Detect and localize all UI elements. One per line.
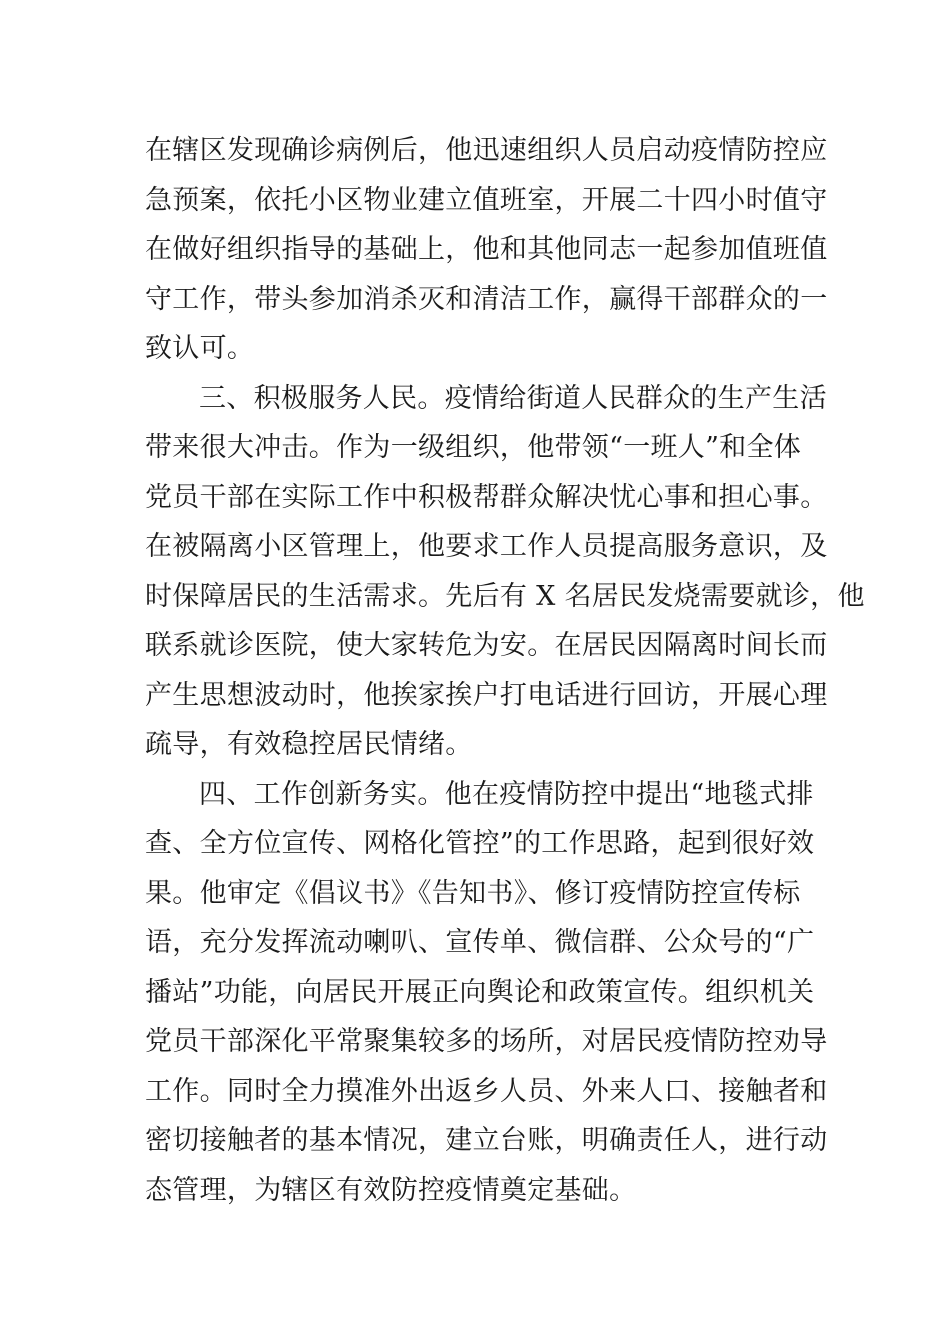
section-four-heading-line: 四、工作创新务实。他在疫情防控中提出“地毯式排 — [199, 778, 814, 810]
text-line: 态管理，为辖区有效防控疫情奠定基础。 — [145, 1174, 637, 1206]
text-line: 疏导，有效稳控居民情绪。 — [145, 729, 473, 760]
text-line: 果。他审定《倡议书》《告知书》、修订疫情防控宣传标 — [145, 877, 801, 909]
text-line: 党员干部在实际工作中积极帮群众解决忧心事和担心事。 — [145, 481, 828, 513]
text-line: 在做好组织指导的基础上，他和其他同志一起参加值班值 — [145, 234, 828, 265]
text-line: 时保障居民的生活需求。先后有 X 名居民发烧需要就诊，他 — [145, 580, 865, 612]
text-line: 语，充分发挥流动喇叭、宣传单、微信群、公众号的“广 — [145, 927, 815, 958]
document-body — [145, 126, 865, 1215]
section-three-heading-line: 三、积极服务人民。疫情给街道人民群众的生产生活 — [199, 382, 827, 414]
text-line: 联系就诊医院，使大家转危为安。在居民因隔离时间长而 — [145, 630, 828, 661]
text-line: 密切接触者的基本情况，建立台账，明确责任人，进行动 — [145, 1125, 828, 1156]
text-line: 党员干部深化平常聚集较多的场所，对居民疫情防控劝导 — [145, 1026, 828, 1057]
text-line: 守工作，带头参加消杀灭和清洁工作，赢得干部群众的一 — [145, 283, 828, 315]
text-line: 查、全方位宣传、网格化管控”的工作思路，起到很好效 — [145, 828, 815, 859]
text-line: 在被隔离小区管理上，他要求工作人员提高服务意识，及 — [145, 531, 828, 562]
text-line: 工作。同时全力摸准外出返乡人员、外来人口、接触者和 — [145, 1075, 828, 1107]
text-line: 在辖区发现确诊病例后，他迅速组织人员启动疫情防控应 — [145, 135, 828, 166]
text-line: 急预案，依托小区物业建立值班室，开展二十四小时值守 — [145, 184, 828, 216]
text-line: 播站”功能，向居民开展正向舆论和政策宣传。组织机关 — [145, 976, 815, 1008]
text-line: 致认可。 — [145, 333, 255, 364]
text-line: 产生思想波动时，他挨家挨户打电话进行回访，开展心理 — [145, 679, 828, 711]
text-line: 带来很大冲击。作为一级组织，他带领“一班人”和全体 — [145, 432, 802, 463]
